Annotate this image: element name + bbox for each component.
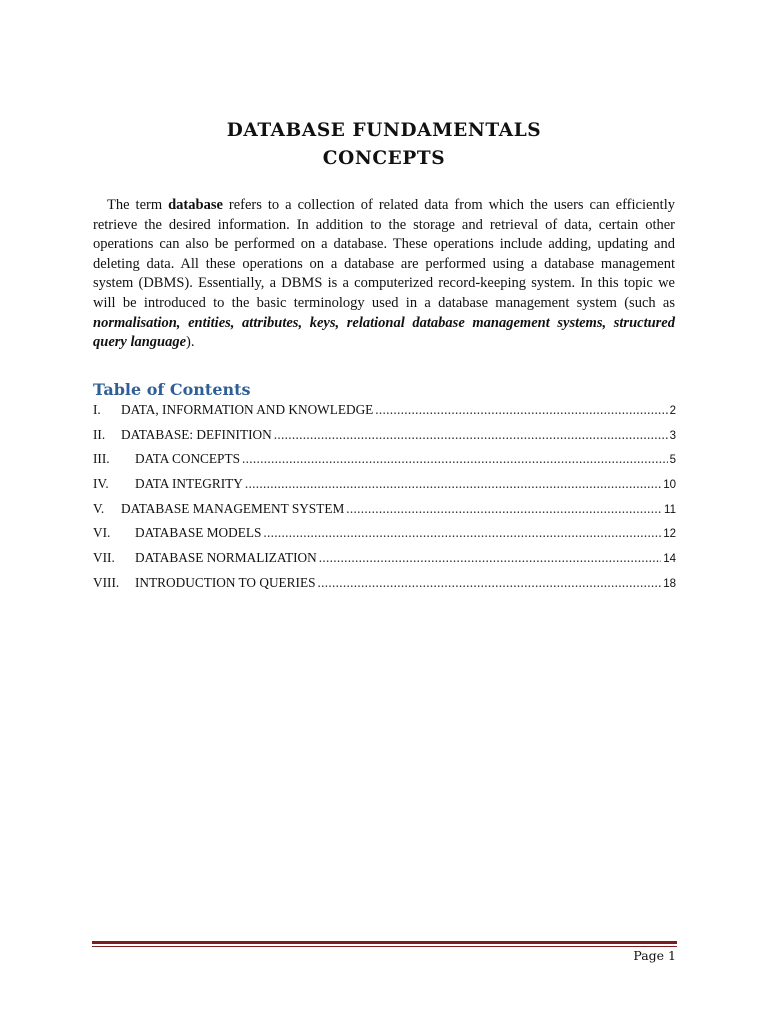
toc-entry-label: DATA INTEGRITY [135, 476, 243, 492]
intro-text-end: ). [186, 334, 195, 351]
toc-entry-number: VI. [93, 525, 111, 541]
toc-dot-leader [318, 575, 662, 591]
toc-entry-page: 18 [663, 577, 676, 590]
toc-entry-label: INTRODUCTION TO QUERIES [135, 574, 316, 590]
toc-entry[interactable] [93, 575, 676, 600]
toc-heading: Table of Contents [93, 380, 251, 399]
intro-paragraph [93, 196, 675, 353]
toc-entry-label: DATABASE MANAGEMENT SYSTEM [121, 500, 345, 516]
intro-bold-term: database [168, 197, 223, 213]
toc-entry[interactable] [93, 402, 676, 427]
intro-emphasized-terms: normalisation, entities, attributes, keys, relational database management systems, structured query language [93, 314, 675, 351]
toc-entry[interactable] [93, 501, 676, 526]
toc-entry-page: 14 [663, 553, 676, 566]
toc-entry-page: 2 [669, 405, 676, 417]
toc-entry-label: DATA CONCEPTS [135, 451, 240, 467]
toc-dot-leader [319, 550, 661, 566]
toc-entry-number: VIII. [93, 574, 120, 590]
toc-entry-label: DATABASE: DEFINITION [121, 426, 272, 442]
toc-entry-page: 5 [669, 454, 676, 467]
toc-entry[interactable] [93, 476, 676, 501]
toc-entry[interactable] [93, 525, 676, 550]
toc-dot-leader [245, 476, 661, 492]
toc-entry-label: DATABASE MODELS [135, 525, 262, 541]
toc-entry-page: 10 [663, 479, 676, 492]
footer-rule-thin [92, 946, 677, 947]
toc-dot-leader [263, 525, 661, 541]
toc-entry-number: VII. [93, 550, 115, 566]
toc-entry-page: 11 [664, 503, 676, 516]
intro-text-start: The term [107, 197, 169, 213]
toc-entry-page: 12 [663, 528, 676, 541]
toc-entry[interactable] [93, 550, 676, 575]
toc-entry[interactable] [93, 451, 676, 476]
toc-entry-number: V. [93, 500, 105, 516]
toc-entry-label: DATABASE NORMALIZATION [135, 550, 317, 566]
toc-dot-leader [346, 501, 662, 517]
intro-text-body: refers to a collection of related data from which the users can efficiently retrieve the desired information. In addition to the storage and retrieval of data, certain other operations can also be performed on a database. These operations include adding, updating and deleting data. All these operations on a database are performed using a database management system (DBMS). Essentially, a DBMS is a computerized record-keeping system. In this topic we will be introduced to the basic terminology used in a database management system (such as [93, 197, 675, 311]
toc-entry-page: 3 [669, 429, 676, 442]
toc-entry-number: IV. [93, 476, 109, 492]
toc-dot-leader [274, 427, 668, 443]
toc-entry[interactable] [93, 427, 676, 452]
table-of-contents [93, 402, 676, 600]
toc-dot-leader [242, 451, 668, 467]
document-title-line-2: CONCEPTS [322, 148, 446, 169]
toc-entry-number: II. [93, 426, 106, 442]
toc-entry-label: DATA, INFORMATION AND KNOWLEDGE [121, 402, 374, 417]
document-title-line-1: DATABASE FUNDAMENTALS [226, 120, 542, 141]
toc-dot-leader [375, 402, 667, 418]
toc-entry-number: I. [93, 402, 101, 417]
footer-rule [92, 941, 677, 944]
toc-entry-number: III. [93, 451, 110, 467]
page-number: Page 1 [633, 948, 676, 963]
